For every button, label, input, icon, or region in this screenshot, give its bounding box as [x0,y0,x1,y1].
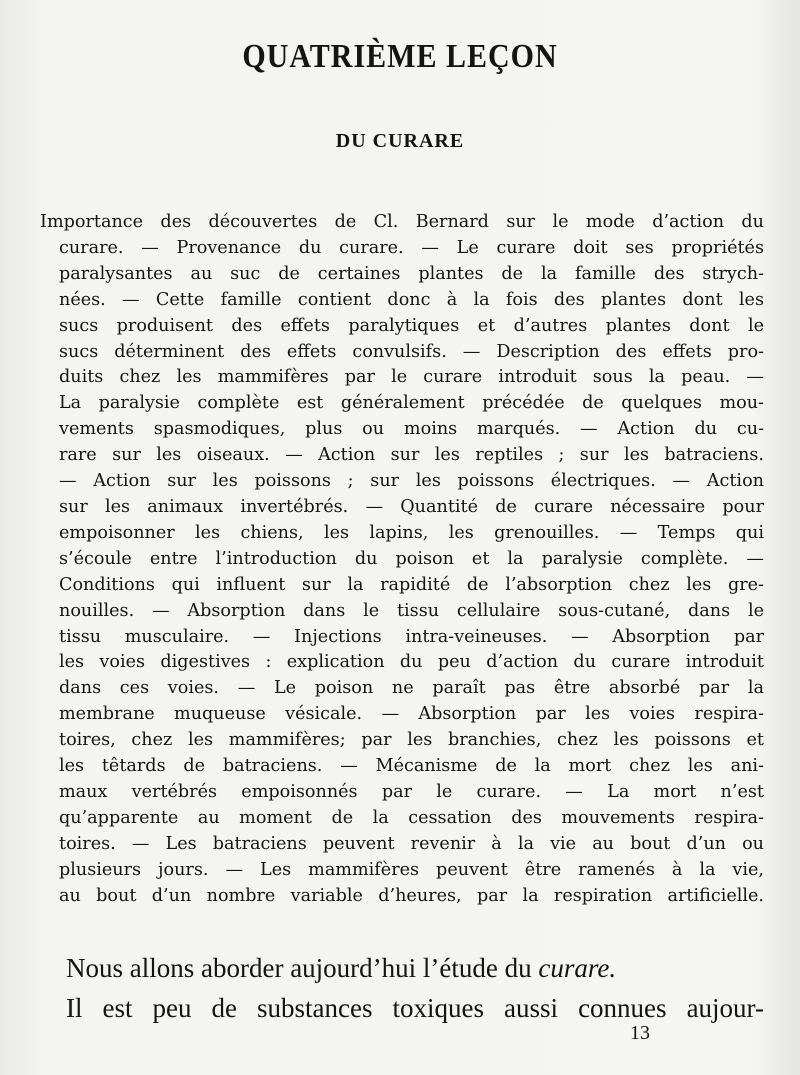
summary-line: qu’apparente au moment de la cessation des mouvements respira- [59,807,764,828]
summary-line: sucs déterminent des effets convulsifs. — Description des effets pro- [59,341,764,362]
summary-line: tissu musculaire. — Injections intra-veineuses. — Absorption par [59,626,764,647]
summary-line: s’écoule entre l’introduction du poison et la paralysie complète. — [59,548,764,569]
summary-line: duits chez les mammifères par le curare introduit sous la peau. — [59,367,764,388]
summary-line: Importance des découvertes de Cl. Bernard sur le mode d’action du [40,212,764,232]
summary-line: curare. — Provenance du curare. — Le curare doit ses propriétés [59,237,764,258]
body-paragraph [40,948,764,1028]
summary-line: au bout d’un nombre variable d’heures, par la respiration artificielle. [59,885,764,906]
body-line-text: Nous allons aborder aujourd’hui l’étude du [66,953,539,983]
summary-line: rare sur les oiseaux. — Action sur les reptiles ; sur les batraciens. [59,445,764,466]
summary-line: nées. — Cette famille contient donc à la fois des plantes dont les [59,289,764,310]
summary-line: — Action sur les poissons ; sur les poissons électriques. — Action [59,471,764,492]
summary-line: membrane muqueuse vésicale. — Absorption par les voies respira- [59,704,764,725]
page-number: 13 [630,1022,650,1044]
summary-line: les têtards de batraciens. — Mécanisme de la mort chez les ani- [59,756,764,777]
summary-line: paralysantes au suc de certaines plantes de la famille des strych- [59,263,764,284]
body-line [40,948,764,988]
summary-line: toires, chez les mammifères; par les branchies, chez les poissons et [59,730,764,751]
summary-line: nouilles. — Absorption dans le tissu cellulaire sous-cutané, dans le [59,600,764,621]
chapter-subtitle: DU CURARE [335,130,465,152]
summary-line: empoisonner les chiens, les lapins, les grenouilles. — Temps qui [59,522,764,543]
summary-line: La paralysie complète est généralement précédée de quelques mou- [59,393,764,414]
summary-line: sucs produisent des effets paralytiques et d’autres plantes dont le [59,315,764,336]
lesson-title: QUATRIÈME LEÇON [242,37,558,75]
summary-line: Conditions qui influent sur la rapidité de l’absorption chez les gre- [59,574,764,595]
summary-line: vements spasmodiques, plus ou moins marqués. — Action du cu- [59,419,764,440]
summary-line: plusieurs jours. — Les mammifères peuvent être ramenés à la vie, [59,859,764,880]
summary-line: sur les animaux invertébrés. — Quantité de curare nécessaire pour [59,496,764,517]
summary-line: les voies digestives : explication du peu d’action du curare introduit [59,652,764,673]
summary-line: toires. — Les batraciens peuvent revenir à la vie au bout d’un ou [59,833,764,854]
summary-line: maux vertébrés empoisonnés par le curare. — La mort n’est [59,781,764,802]
lesson-summary [40,210,764,909]
body-line: Il est peu de substances toxiques aussi connues aujour- [66,993,764,1023]
summary-line: dans ces voies. — Le poison ne paraît pas être absorbé par la [59,678,764,699]
body-line-italic: curare. [538,953,617,983]
